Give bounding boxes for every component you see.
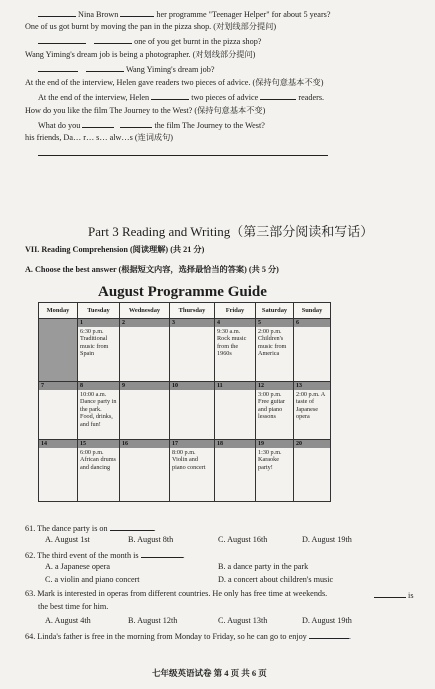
q55-line: Nina Brown her programme "Teenager Helper" for about 5 years?: [38, 8, 331, 20]
question-60: his friends, Da… r… s… alw…s (连词成句): [25, 133, 174, 142]
answer-line-59: What do you the film The Journey to the West?: [38, 121, 265, 130]
q61-option: A. August 1st: [45, 535, 90, 544]
day-cell: 13 2:00 p.m. A taste of Japanese opera: [294, 382, 331, 440]
day-cell: 16: [120, 440, 170, 502]
question-63-blank: is: [374, 589, 414, 601]
day-cell: 17 8:00 p.m. Violin and piano concert: [170, 440, 215, 502]
answer-line-60: [38, 155, 328, 156]
day-cell: 18: [215, 440, 256, 502]
q61-option: C. August 16th: [218, 535, 268, 544]
day-header: Friday: [215, 303, 256, 319]
question-63-cont: the best time for him.: [38, 602, 109, 611]
section-a-heading: A. Choose the best answer (根据短文内容，选择最恰当的答案) (共 5 分): [25, 265, 279, 274]
event-rock-music: 9:30 a.m. Rock music from the 1960s: [217, 328, 247, 358]
question-63: 63. Mark is interested in operas from different countries. He only has free time at weekends.: [25, 589, 328, 598]
q63-option: A. August 4th: [45, 616, 91, 625]
question-56: One of us got burnt by moving the pan in the pizza shop. (对划线部分提问): [25, 22, 277, 31]
day-cell: 5 2:00 p.m. Children's music from America: [256, 319, 294, 382]
day-header: Saturday: [256, 303, 294, 319]
day-cell: 10: [170, 382, 215, 440]
q62-option: D. a concert about children's music: [218, 575, 334, 584]
q61-option: D. August 19th: [302, 535, 352, 544]
day-header: Wednesday: [120, 303, 170, 319]
week-1-row: [39, 319, 331, 382]
question-64: 64. Linda's father is free in the morning from Monday to Friday, so he can go to enjoy .: [25, 632, 351, 641]
day-cell: 14: [39, 440, 78, 502]
day-cell: 1 6:30 p.m. Traditional music from Spain: [78, 319, 120, 382]
event-dance-party: 10:00 a.m. Dance party in the park. Food, drinks, and fun!: [80, 391, 117, 428]
day-header: Thursday: [170, 303, 215, 319]
event-african-drums: 6:00 p.m. African drums and dancing: [80, 449, 116, 471]
answer-line-58: At the end of the interview, Helen two pieces of advice readers.: [38, 93, 325, 102]
q62-option: C. a violin and piano concert: [45, 575, 140, 584]
section-7-heading: VII. Reading Comprehension (阅读理解) (共 21 分): [25, 245, 205, 254]
q61-option: B. August 8th: [128, 535, 174, 544]
event-spain-music: 6:30 p.m. Traditional music from Spain: [80, 328, 109, 358]
week-2-row: [39, 382, 331, 440]
answer-line-56: one of you get burnt in the pizza shop?: [38, 35, 261, 47]
q63-option: B. August 12th: [128, 616, 178, 625]
q62-option: B. a dance party in the park: [218, 562, 309, 571]
event-children-music: 2:00 p.m. Children's music from America: [258, 328, 287, 358]
event-guitar-piano-lessons: 3:00 p.m. Free guitar and piano lessons: [258, 391, 285, 421]
day-cell: 11: [215, 382, 256, 440]
day-header: Sunday: [294, 303, 331, 319]
question-61: 61. The dance party is on .: [25, 524, 156, 533]
day-cell: 12 3:00 p.m. Free guitar and piano lessons: [256, 382, 294, 440]
day-cell: 9: [120, 382, 170, 440]
event-violin-concert: 8:00 p.m. Violin and piano concert: [172, 449, 206, 471]
question-57: Wang Yiming's dream job is being a photographer. (对划线部分提问): [25, 50, 256, 59]
week-3-row: [39, 440, 331, 502]
day-cell: 4 9:30 a.m. Rock music from the 1960s: [215, 319, 256, 382]
day-cell: 19 1:30 p.m. Karaoke party!: [256, 440, 294, 502]
question-58: At the end of the interview, Helen gave readers two pieces of advice. (保持句意基本不变): [25, 78, 324, 87]
day-cell: 20: [294, 440, 331, 502]
event-japanese-opera: 2:00 p.m. A taste of Japanese opera: [296, 391, 325, 421]
event-karaoke-party: 1:30 p.m. Karaoke party!: [258, 449, 282, 471]
guide-title: August Programme Guide: [98, 284, 267, 300]
question-62: 62. The third event of the month is .: [25, 551, 185, 560]
empty-day-cell: [39, 319, 78, 382]
q63-option: C. August 13th: [218, 616, 268, 625]
day-header-row: [39, 303, 331, 319]
day-header: Tuesday: [78, 303, 120, 319]
day-cell: 8 10:00 a.m. Dance party in the park. Food, drinks, and fun!: [78, 382, 120, 440]
programme-guide-table: [38, 302, 331, 502]
part3-title: Part 3 Reading and Writing（第三部分阅读和写话）: [88, 224, 374, 239]
answer-line-57: Wang Yiming's dream job?: [38, 63, 214, 75]
day-cell: 2: [120, 319, 170, 382]
question-59: How do you like the film The Journey to the West? (保持句意基本不变): [25, 106, 266, 115]
day-cell: 6: [294, 319, 331, 382]
q62-option: A. a Japanese opera: [45, 562, 111, 571]
day-cell: 3: [170, 319, 215, 382]
day-cell: 15 6:00 p.m. African drums and dancing: [78, 440, 120, 502]
day-header: Monday: [39, 303, 78, 319]
day-cell: 7: [39, 382, 78, 440]
page-footer: 七年级英语试卷 第 4 页 共 6 页: [152, 668, 267, 678]
q63-option: D. August 19th: [302, 616, 352, 625]
